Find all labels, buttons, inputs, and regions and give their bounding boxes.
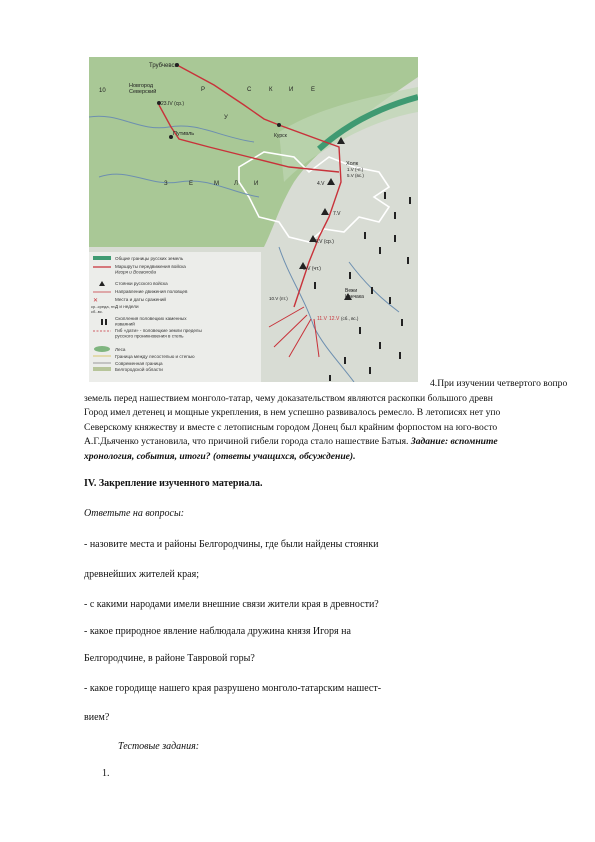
paragraph-line <box>84 435 595 450</box>
legend-symbol <box>93 256 111 260</box>
region-letter: С <box>247 87 252 93</box>
legend-symbol <box>94 346 110 352</box>
label-vezhi: Вежи Кончака <box>345 288 364 300</box>
legend-text: Места и даты сражений <box>115 297 166 302</box>
label-date: 5.V (вс.) <box>347 173 364 178</box>
map-number: 10 <box>99 88 106 94</box>
legend-text: Д и недели <box>115 304 139 309</box>
region-letter: Е <box>189 181 194 187</box>
label-date: 10.V (пт.) <box>269 296 288 301</box>
task-label: Задание: вспомните <box>410 436 498 448</box>
paragraph-text: А.Г.Дьяченко установила, что причиной гибели города стало нашествие Батыя. <box>84 436 411 448</box>
label-kholk: Холк <box>346 161 359 167</box>
question: - с какими народами имели внешние связи жители края в древности? <box>84 599 379 610</box>
label-date: (сб., вс.) <box>341 316 359 321</box>
map-svg <box>89 57 418 382</box>
label-putivl: Путивль <box>173 131 195 137</box>
question: - какое городище нашего края разрушено монголо-татарским нашест- <box>84 683 382 694</box>
legend-text: Леса <box>115 347 126 352</box>
label-novgorod: Новгород Северский <box>129 83 157 95</box>
label-date: 7.V <box>333 211 341 217</box>
region-letter: Л <box>234 181 238 187</box>
label-date: 11.V <box>317 316 327 322</box>
label-trubchevsk: Трубчевск <box>149 63 178 69</box>
region-letter: У <box>224 115 228 121</box>
legend-text: Скопления половецких каменных изваяний <box>115 316 187 327</box>
region-letter: Е <box>311 87 316 93</box>
paragraph <box>84 377 595 465</box>
legend-text: Современная граница <box>115 361 163 366</box>
paragraph-line: земель перед нашествием монголо-татар, чему доказательством являются раскопки большого древн <box>84 392 493 404</box>
label-date: 12.V <box>329 316 340 322</box>
question: - назовите места и районы Белгородчины, где были найдены стоянки <box>84 539 379 550</box>
question: древнейших жителей края; <box>84 569 199 580</box>
region-letter: К <box>269 87 273 93</box>
paragraph-line: 4.При изучении четвертого вопро <box>430 378 568 389</box>
region-letter: И <box>254 181 259 187</box>
region-letter: И <box>289 87 294 93</box>
legend-symbol <box>105 319 107 325</box>
test-item-number: 1. <box>102 768 110 779</box>
label-date: 9.V (чт.) <box>303 266 321 272</box>
question: - какое природное явление наблюдала дружина князя Игоря на <box>84 626 351 637</box>
legend-symbol <box>93 367 111 371</box>
section-subheading: Ответьте на вопросы: <box>84 508 185 519</box>
region-letter: Р <box>201 87 206 93</box>
section-heading: IV. Закрепление изученного материала. <box>84 478 263 489</box>
paragraph-line: Город имел детенец и мощные укрепления, в нем успешно развивалось ремесло. В летописях нет упо <box>84 407 501 419</box>
legend-text: Направление движения половцев <box>115 289 188 294</box>
question: вием? <box>84 712 110 723</box>
legend-text: Общие границы русских земель <box>115 256 184 261</box>
legend-symbol <box>101 319 103 325</box>
label-date: 1.V (чт.) <box>347 167 364 172</box>
legend-text: Маршруты передвижения войска Игоря и Всеволода <box>115 264 186 275</box>
region-letter: З <box>164 181 168 187</box>
legend-text: Белгородской области <box>115 367 163 372</box>
label-date: 4.V <box>317 181 325 187</box>
legend-text: Граница между лесостепью и степью <box>115 354 195 359</box>
tests-heading: Тестовые задания: <box>118 741 200 752</box>
legend-text: Стоянки русского войска <box>115 281 168 286</box>
legend-abbr: ср.-среда, пт.-сб.-вс. <box>91 304 117 314</box>
paragraph-line: Северскому княжеству и вместе с летописным городом Донец был крайним форпостом на юго-восто <box>84 421 498 433</box>
historical-map <box>89 57 418 382</box>
label-kursk: Курск <box>274 133 287 139</box>
legend-text: Гиб «дати» - половецкие земли пределы русского проникновения в степь <box>115 328 202 339</box>
legend-symbol: ✕ <box>93 298 99 304</box>
paragraph-line: хронология, события, итоги? (ответы учащихся, обсуждение). <box>84 450 356 462</box>
label-date: 8.V (ср.) <box>315 239 334 245</box>
question: Белгородчине, в районе Тавровой горы? <box>84 653 255 664</box>
label-date: 23.IV (ср.) <box>161 101 185 107</box>
region-letter: М <box>214 181 219 187</box>
